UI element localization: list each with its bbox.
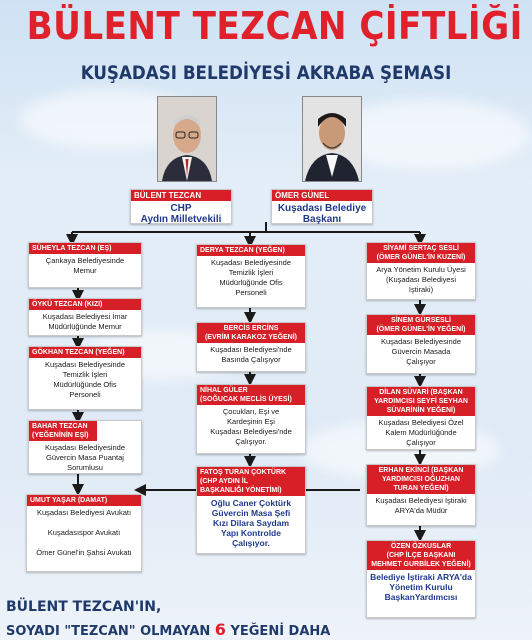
card-name: UMUT YAŞAR (DAMAT) (27, 495, 141, 506)
card-desc: Oğlu Caner Çoktürk Güvercin Masa Şefi Kızı Dilara Saydam Yapı Kontrolde Çalışıyor. (210, 498, 292, 548)
card-desc: Kuşadası Belediyesinde Güvercin Masa Puantaj Sorumlusu (44, 443, 126, 472)
middle-card-1 (196, 244, 306, 308)
left-card-2 (28, 298, 142, 336)
footer-count: 6 (214, 620, 226, 639)
card-desc: Kuşadası Belediyesi Avukatı Kuşadasıspor Avukatı Ömer Günel'in Şahsi Avukatı (36, 508, 132, 557)
card-desc: Kuşadası Belediyesi İştiraki ARYA'da Müdür (375, 496, 467, 515)
card-desc: Çocukları, Eşi ve Kardeşinin Eşi Kuşadası Belediyesi'nde Çalışıyor. (210, 407, 292, 446)
card-desc: Kuşadası Belediyesinde Temizlik İşleri Müdürlüğünde Ofis Personeli (210, 258, 292, 297)
bulent-photo (157, 96, 217, 182)
footer-text-a: SOYADI "TEZCAN" OLMAYAN (6, 624, 211, 639)
middle-card-2 (196, 322, 306, 372)
middle-card-3 (196, 384, 306, 454)
card-name: NİHAL GÜLER (SOĞUCAK MECLİS ÜYESİ) (197, 385, 305, 405)
footer-text-b: YEĞENİ DAHA (230, 624, 331, 639)
left-card-1 (28, 242, 142, 288)
middle-card-4 (196, 466, 306, 554)
footer-line-2 (6, 620, 330, 639)
card-name: SİYAMİ SERTAÇ SESLİ (ÖMER GÜNEL'İN KUZENİ) (367, 243, 475, 263)
right-card-3 (366, 386, 476, 450)
card-desc: Kuşadası Belediyesi Özel Kalem Müdürlüğünde Çalışıyor (378, 418, 464, 447)
card-name: SİNEM GÜRSESLİ (ÖMER GÜNEL'İN YEĞENİ) (367, 315, 475, 335)
right-card-2 (366, 314, 476, 374)
footer-line-1: BÜLENT TEZCAN'IN, (6, 599, 162, 615)
bulent-tezcan-card (130, 189, 232, 224)
card-desc: Kuşadası Belediyesinde Güvercin Masada Çalışıyor (380, 337, 462, 366)
card-name: ÖZEN ÖZKUSLAR (CHP İLÇE BAŞKANI MEHMET GURBİLEK YEĞENİ) (367, 541, 475, 570)
card-desc: CHP Aydın Milletvekili (140, 203, 222, 225)
card-name: BERCİS ERCİNS (EVRİM KARAKOZ YEĞENİ) (197, 323, 305, 343)
card-name: GÖKHAN TEZCAN (YEĞEN) (29, 347, 141, 358)
card-desc: Çankaya Belediyesinde Memur (45, 256, 125, 275)
card-name: SÜHEYLA TEZCAN (EŞ) (29, 243, 141, 254)
card-name: BAHAR TEZCAN (YEĞENİNİN EŞİ) (29, 421, 97, 441)
left-card-5 (26, 494, 142, 572)
card-desc: Kuşadası Belediye Başkanı (277, 203, 367, 225)
card-desc: Belediye İştiraki ARYA'da Yönetim Kurulu BaşkanYardımcısı (370, 572, 472, 602)
left-card-3 (28, 346, 142, 410)
card-name: ERHAN EKİNCİ (BAŞKAN YARDIMCISI OĞUZHAN TURAN YEĞENİ) (367, 465, 475, 494)
card-desc: Kuşadası Belediyesinde Temizlik İşleri Müdürlüğünde Ofis Personeli (44, 360, 126, 399)
omer-photo (302, 96, 362, 182)
right-card-1 (366, 242, 476, 300)
card-desc: Kuşadası Belediyesi'nde Basında Çalışıyor (210, 345, 292, 364)
card-name: DERYA TEZCAN (YEĞEN) (197, 245, 305, 256)
page-title: BÜLENT TEZCAN ÇİFTLİĞİ (26, 4, 523, 48)
card-desc: Arya Yönetim Kurulu Üyesi (Kuşadası Belediyesi İştiraki) (376, 265, 466, 294)
card-desc: Kuşadası Belediyesi İmar Müdürlüğünde Memur (42, 312, 128, 331)
right-card-4 (366, 464, 476, 526)
card-name: ÖYKÜ TEZCAN (KIZI) (29, 299, 141, 310)
card-name: BÜLENT TEZCAN (131, 190, 231, 201)
left-card-4 (28, 420, 142, 474)
omer-gunel-card (271, 189, 373, 224)
card-name: FATOŞ TURAN ÇOKTÜRK (CHP AYDIN İL BAŞKANLIĞI YÖNETİMİ) (197, 467, 305, 496)
page-subtitle: KUŞADASI BELEDİYESİ AKRABA ŞEMASI (80, 62, 452, 84)
card-name: ÖMER GÜNEL (272, 190, 372, 201)
right-card-5 (366, 540, 476, 618)
card-name: DİLAN SÜVARİ (BAŞKAN YARDIMCISI SEYFİ SEYHAN SÜVARİNİN YEĞENİ) (367, 387, 475, 416)
